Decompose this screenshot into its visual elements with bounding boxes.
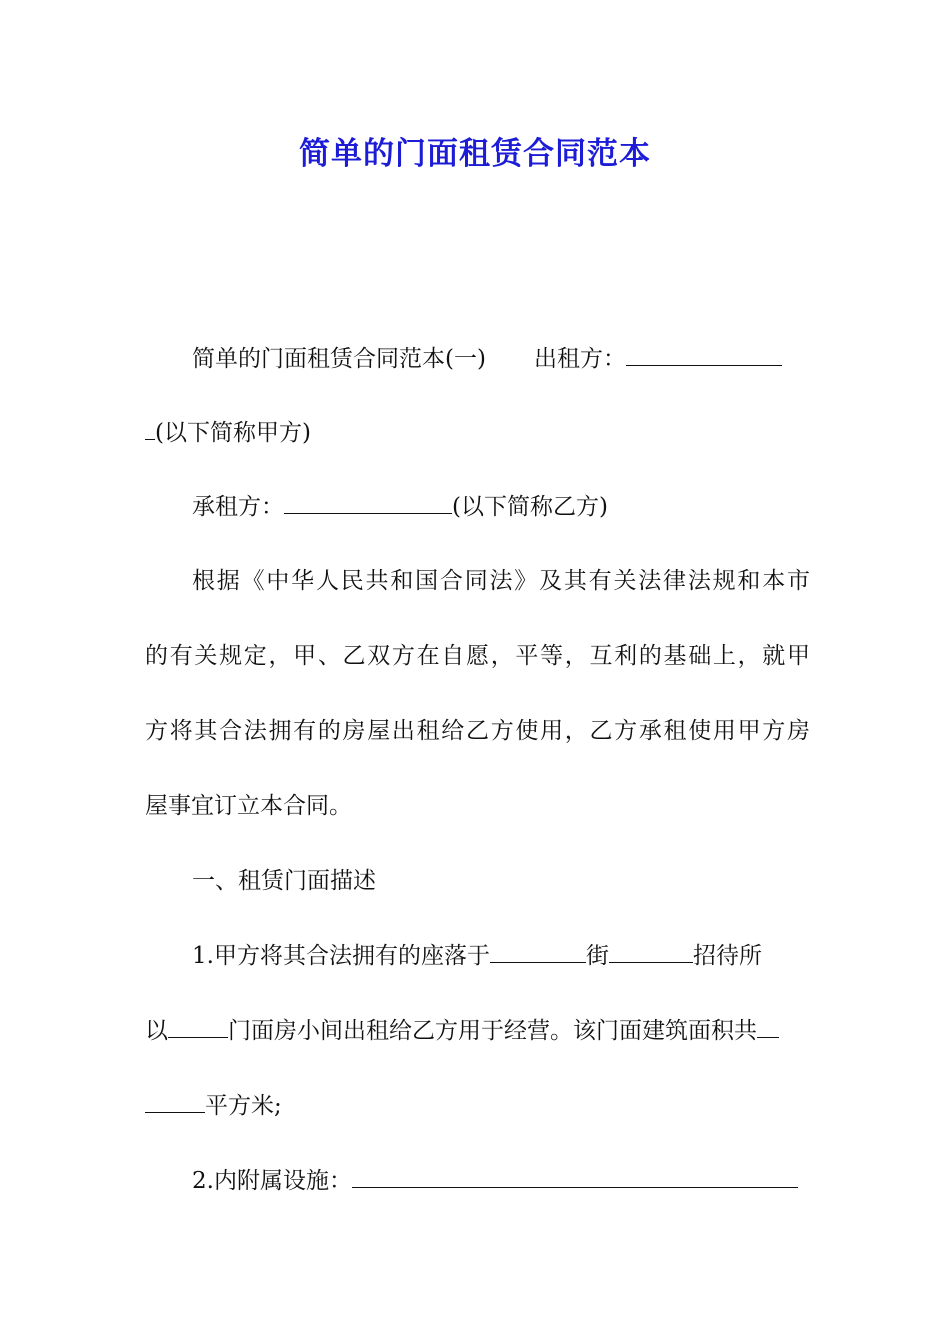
text-line: 根据《中华人民共和国合同法》及其有关法律法规和本市	[192, 568, 810, 594]
text-segment: 2.内附属设施：	[192, 1168, 352, 1194]
text-line: 方将其合法拥有的房屋出租给乙方使用，乙方承租使用甲方房	[145, 718, 810, 744]
text-segment: (以下简称甲方)	[155, 420, 311, 446]
text-line	[145, 1011, 810, 1051]
text-segment: 以	[145, 1018, 168, 1044]
text-segment: 街	[585, 943, 609, 969]
blank-field	[490, 936, 586, 963]
text-segment: (以下简称乙方)	[452, 494, 608, 520]
text-segment: 承租方：	[192, 494, 284, 520]
text-segment: 招待所	[692, 943, 762, 969]
text-line	[192, 1161, 810, 1201]
document-title: 简单的门面租赁合同范本	[299, 136, 651, 172]
text-segment: 简单的门面租赁合同范本(一)	[192, 346, 486, 372]
text-segment: 门面房小间出租给乙方用于经营。该门面建筑面积共	[228, 1018, 757, 1044]
text-segment: 出租方：	[533, 346, 626, 372]
text-line	[145, 413, 810, 453]
blank-field	[284, 487, 452, 514]
text-line	[192, 487, 810, 527]
blank-field	[757, 1011, 779, 1038]
blank-field	[145, 1086, 205, 1113]
section-heading: 一、租赁门面描述	[192, 868, 376, 894]
text-line	[192, 339, 810, 379]
text-segment: 平方米;	[205, 1093, 282, 1119]
blank-field	[626, 339, 782, 366]
text-segment: 1.甲方将其合法拥有的座落于	[192, 943, 490, 969]
blank-field	[145, 413, 155, 440]
blank-field	[168, 1011, 228, 1038]
text-line: 屋事宜订立本合同。	[145, 793, 352, 819]
text-line	[145, 1086, 810, 1126]
blank-field	[609, 936, 693, 963]
text-line: 的有关规定，甲、乙双方在自愿，平等，互利的基础上，就甲	[145, 643, 810, 669]
text-line	[192, 936, 810, 976]
blank-field	[352, 1161, 798, 1188]
